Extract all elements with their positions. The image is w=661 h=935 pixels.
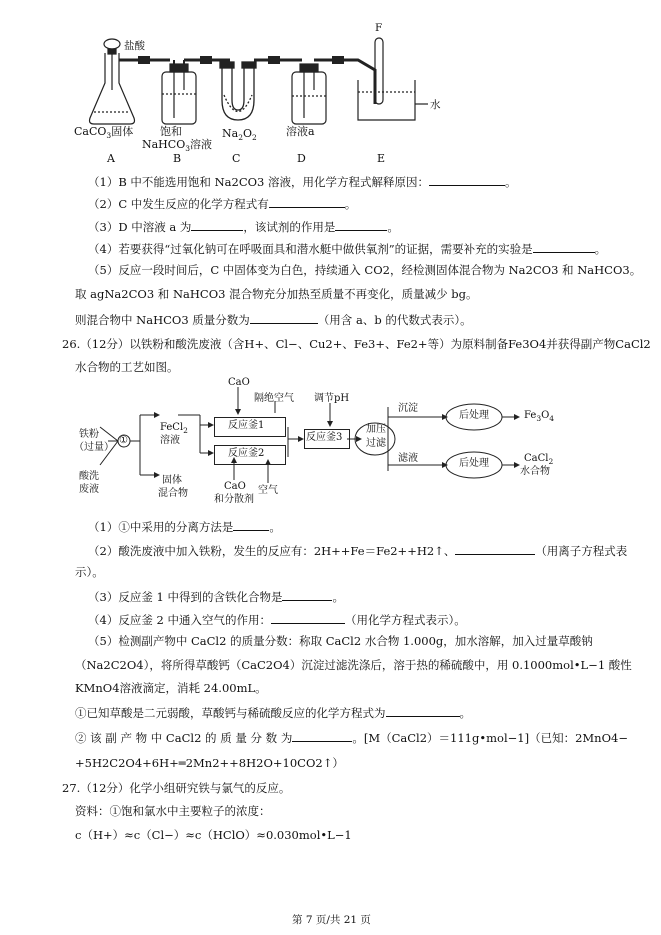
q26-s5a: （5）检测副产物中 CaCl2 的质量分数：称取 CaCl2 水合物 1.000g，加水溶解，加入过量草酸钠	[88, 634, 593, 648]
bottle-b	[162, 64, 196, 124]
q26-s1: （1）①中采用的分离方法是 。	[88, 520, 281, 534]
flow-air-iso: 隔绝空气	[254, 393, 294, 404]
answer-blank[interactable]	[250, 313, 318, 324]
q26-s6: ①已知草酸是二元弱酸，草酸钙与稀硫酸反应的化学方程式为 。	[75, 706, 471, 720]
q25-s3: （3）D 中溶液 a 为 ，该试剂的作用是 。	[88, 220, 399, 234]
b-content-1: 饱和	[160, 125, 182, 138]
flow-cacl2-1: CaCl$_2$	[524, 453, 554, 466]
flow-iron: 铁粉	[79, 429, 99, 440]
letter-a: A	[107, 152, 115, 165]
page-footer: 第 7 页/共 21 页	[292, 914, 371, 926]
flow-cacl2-2: 水合物	[520, 466, 550, 477]
q26-s2: （2）酸洗废液中加入铁粉，发生的反应有：2H++Fe＝Fe2++H2↑、 （用离子方程式表	[88, 544, 628, 558]
q25-s5: （5）反应一段时间后，C 中固体变为白色，持续通入 CO2，经检测固体混合物为 Na2CO3 和 NaHCO3。	[88, 263, 642, 277]
flow-adjust-ph: 调节pH	[314, 393, 350, 404]
letter-d: D	[297, 152, 306, 165]
q25-s7: 则混合物中 NaHCO3 质量分数为 （用含 a、b 的代数式表示）。	[75, 313, 472, 327]
letter-e: E	[377, 152, 386, 165]
flow-post2: 后处理	[459, 458, 489, 469]
flow-filter2: 过滤	[366, 438, 386, 449]
flow-fe3o4: $Fe_3O_4$	[524, 410, 555, 423]
answer-blank[interactable]	[386, 706, 460, 717]
flow-post1: 后处理	[459, 410, 489, 421]
b-content-2: NaHCO$_3$溶液	[142, 138, 212, 154]
flow-solid2: 混合物	[158, 488, 188, 499]
flow-kettle2: 反应釜2	[228, 448, 265, 459]
q26-s5b: （Na2C2O4），将所得草酸钙（CaC2O4）沉淀过滤洗涤后，溶于热的稀硫酸中，用 0.1000mol•L−1 酸性	[75, 658, 632, 672]
flow-cao-bottom1: CaO	[224, 481, 246, 492]
c-content: $Na_2O_2$	[222, 127, 257, 143]
flow-cao-top: CaO	[228, 377, 250, 388]
letter-c: C	[232, 152, 241, 165]
q25-s2: （2）C 中发生反应的化学方程式有 。	[88, 197, 357, 211]
answer-blank[interactable]	[191, 220, 243, 231]
answer-blank[interactable]	[292, 731, 352, 742]
letter-b: B	[173, 152, 182, 165]
q25-s4: （4）若要获得“过氧化钠可在呼吸面具和潜水艇中做供氧剂”的证据，需要补充的实验是 。	[88, 242, 607, 256]
trough-e	[358, 38, 428, 120]
flow-waste2: 废液	[79, 484, 99, 495]
q26-s3: （3）反应釜 1 中得到的含铁化合物是 。	[88, 590, 344, 604]
q26-s4: （4）反应釜 2 中通入空气的作用： （用化学方程式表示）。	[88, 613, 466, 627]
utube-c	[220, 62, 256, 120]
q26-head2: 水合物的工艺如图。	[75, 360, 179, 374]
answer-blank[interactable]	[429, 175, 505, 186]
answer-blank[interactable]	[271, 613, 345, 624]
flow-fecl2-2: 溶液	[160, 435, 180, 446]
flow-filtrate: 滤液	[398, 453, 418, 464]
q27-s1: 资料：①饱和氯水中主要粒子的浓度：	[75, 804, 271, 818]
flow-solid1: 固体	[162, 475, 182, 486]
flow-cao-bottom2: 和分散剂	[214, 494, 254, 505]
f-label: F	[375, 22, 383, 34]
q25-s6: 取 agNa2CO3 和 NaHCO3 混合物充分加热至质量不再变化，质量减少 bg。	[75, 287, 478, 301]
q26-s8: +5H2C2O4+6H+═2Mn2++8H2O+10CO2↑）	[75, 756, 344, 770]
answer-blank[interactable]	[335, 220, 387, 231]
flow-filter1: 加压	[366, 424, 386, 435]
water-label: 水	[430, 99, 441, 111]
answer-blank[interactable]	[233, 520, 269, 531]
q26-s2c: 示）。	[75, 565, 104, 579]
q26-s7: ② 该 副 产 物 中 CaCl2 的 质 量 分 数 为 。[M（CaCl2）＝111g•mol−1]（已知：2MnO4−	[75, 731, 628, 745]
flow-kettle3: 反应釜3	[306, 432, 343, 443]
answer-blank[interactable]	[269, 197, 345, 208]
q27-s2: c（H+）≈c（Cl−）≈c（HClO）≈0.030mol•L−1	[75, 828, 352, 842]
flow-step1: ①	[119, 435, 128, 446]
answer-blank[interactable]	[533, 242, 595, 253]
q27-head: 27.（12分）化学小组研究铁与氯气的反应。	[62, 781, 291, 795]
bottle-d	[292, 64, 326, 124]
flow-fecl2-1: FeCl$_2$	[160, 422, 188, 435]
q26-head1: 26.（12分）以铁粉和酸洗废液（含H+、Cl−、Cu2+、Fe3+、Fe2+等）为原料制备Fe3O4并获得副产物CaCl2	[62, 337, 651, 351]
d-content: 溶液a	[286, 125, 315, 138]
answer-blank[interactable]	[455, 544, 535, 555]
answer-blank[interactable]	[282, 590, 332, 601]
flow-kettle1: 反应釜1	[228, 420, 265, 431]
flow-air: 空气	[258, 485, 278, 496]
flow-iron-excess: （过量）	[74, 442, 114, 453]
a-content: CaCO$_3$固体	[74, 125, 134, 141]
q26-s5c: KMnO4溶液滴定，消耗 24.00mL。	[75, 681, 267, 695]
flow-waste1: 酸洗	[79, 471, 99, 482]
q25-s1: （1）B 中不能选用饱和 Na2CO3 溶液，用化学方程式解释原因： 。	[88, 175, 517, 189]
flow-precipitate: 沉淀	[398, 403, 418, 414]
hcl-label: 盐酸	[124, 40, 145, 52]
